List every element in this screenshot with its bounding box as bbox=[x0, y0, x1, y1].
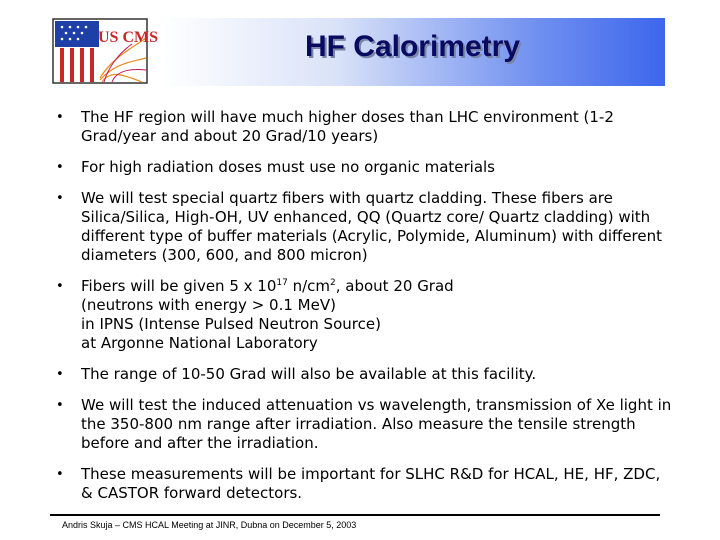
bullet-item bbox=[56, 365, 676, 384]
slide-title: HF Calorimetry bbox=[304, 30, 521, 63]
bullet-text: We will test the induced attenuation vs wavelength, transmission of Xe light in the 350-800 nm range after irradiation. Also measure the tensile strength before and after the irradiation. bbox=[81, 396, 672, 452]
footer-divider bbox=[50, 514, 660, 516]
bullet-item bbox=[56, 108, 676, 146]
bullet-text: We will test special quartz fibers with quartz cladding. These fibers are Silica/Silica, High-OH, UV enhanced, QQ (Quartz core/ Quartz cladding) with different type of buffer materials (Acrylic, Polymide, Aluminum) with different diameters (300, 600, and 800 micron) bbox=[81, 189, 663, 264]
bullet-dot-icon: • bbox=[56, 191, 64, 206]
bullet-dot-icon: • bbox=[56, 467, 64, 482]
bullet-item bbox=[56, 465, 676, 503]
bullet-item bbox=[56, 189, 676, 265]
bullet-dot-icon: • bbox=[56, 279, 64, 294]
bullet-text: For high radiation doses must use no organic materials bbox=[81, 158, 496, 176]
bullet-list bbox=[56, 108, 676, 515]
bullet-text: These measurements will be important for SLHC R&D for HCAL, HE, HF, ZDC, & CASTOR forward detectors. bbox=[81, 465, 661, 502]
bullet-item bbox=[56, 396, 676, 453]
bullet-text: Fibers will be given 5 x $10^{17}$ $n/cm^2$, about 20 Grad (neutrons with energy > 0.1 MeV) in IPNS (Intense Pulsed Neutron Source) at Argonne National Laboratory bbox=[81, 277, 454, 352]
bullet-text: The HF region will have much higher doses than LHC environment (1-2 Grad/year and about 20 Grad/10 years) bbox=[81, 108, 614, 145]
bullet-item bbox=[56, 158, 676, 177]
bullet-dot-icon: • bbox=[56, 160, 64, 175]
bullet-item bbox=[56, 277, 676, 353]
svg-text:US CMS: US CMS bbox=[98, 29, 159, 46]
footer-text: Andris Skuja – CMS HCAL Meeting at JINR, Dubna on December 5, 2003 bbox=[62, 520, 357, 530]
us-cms-logo bbox=[52, 18, 159, 84]
bullet-dot-icon: • bbox=[56, 367, 64, 382]
bullet-text: The range of 10-50 Grad will also be available at this facility. bbox=[81, 365, 537, 383]
bullet-dot-icon: • bbox=[56, 398, 64, 413]
bullet-dot-icon: • bbox=[56, 110, 64, 125]
